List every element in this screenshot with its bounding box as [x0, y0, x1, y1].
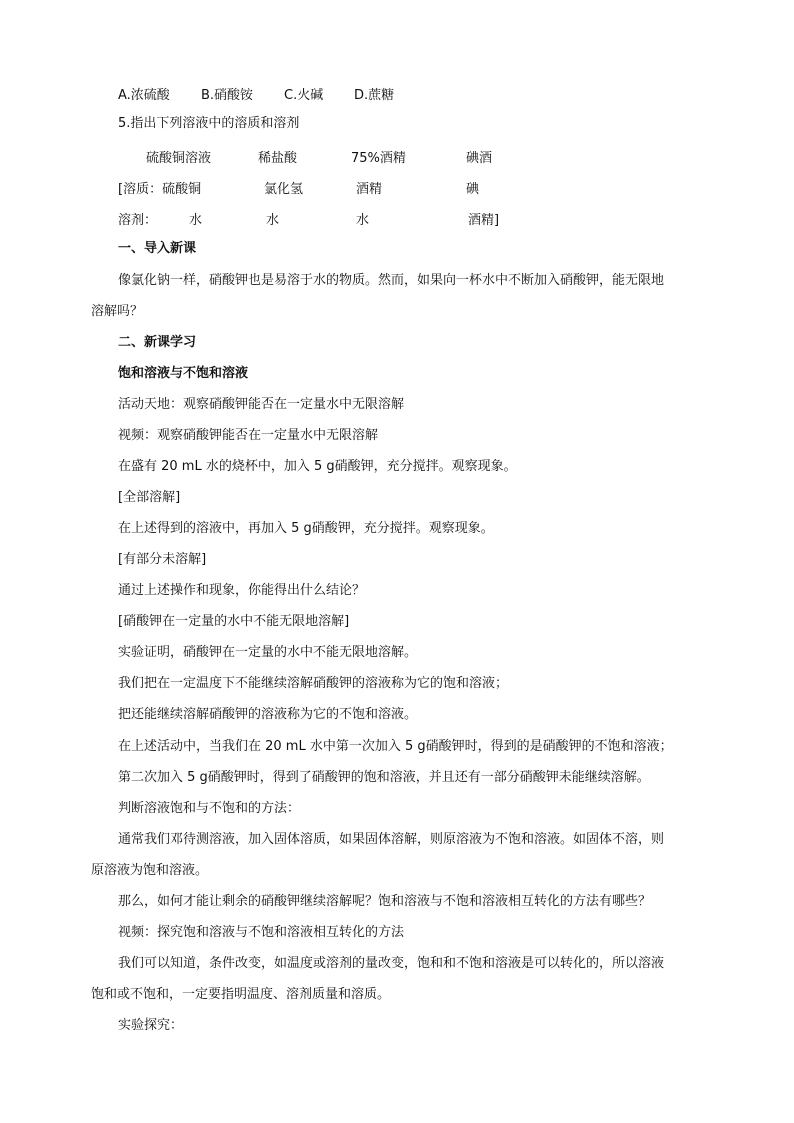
subsection-title: 饱和溶液与不饱和溶液 — [118, 366, 249, 381]
question-5: 5.指出下列溶液中的溶质和溶剂 — [118, 116, 300, 131]
body-line: 视频：观察硝酸钾能否在一定量水中无限溶解 — [118, 428, 379, 443]
section-2-title: 二、新课学习 — [118, 335, 197, 350]
solvent-2: 水 — [266, 213, 280, 228]
body-line: 活动天地：观察硝酸钾能否在一定量水中无限溶解 — [118, 397, 405, 412]
body-line: [硝酸钾在一定量的水中不能无限地溶解] — [118, 614, 350, 629]
body-line: 判断溶液饱和与不饱和的方法： — [118, 801, 301, 816]
body-line: 在上述活动中，当我们在 20 mL 水中第一次加入 5 g硝酸钾时，得到的是硝酸钾的不饱和溶液； — [118, 739, 673, 754]
body-line: 第二次加入 5 g硝酸钾时，得到了硝酸钾的饱和溶液，并且还有一部分硝酸钾未能继续溶解。 — [118, 770, 650, 785]
solution-3: 75%酒精 — [351, 151, 406, 166]
body-line: 原溶液为饱和溶液。 — [91, 863, 209, 878]
solute-3: 酒精 — [356, 182, 383, 197]
body-line: 我们把在一定温度下不能继续溶解硝酸钾的溶液称为它的饱和溶液； — [118, 676, 509, 691]
section-1-para-line1: 像氯化钠一样，硝酸钾也是易溶于水的物质。然而，如果向一杯水中不断加入硝酸钾，能无限地 — [118, 273, 665, 288]
option-a: A.浓硫酸 — [118, 88, 170, 103]
body-line: 通常我们邓待测溶液，加入固体溶质，如果固体溶解，则原溶液为不饱和溶液。如固体不溶，则 — [118, 832, 665, 847]
body-line: 视频：探究饱和溶液与不饱和溶液相互转化的方法 — [118, 925, 405, 940]
body-line: 在盛有 20 mL 水的烧杯中，加入 5 g硝酸钾，充分搅拌。观察现象。 — [118, 459, 517, 474]
solvent-4: 酒精] — [468, 213, 500, 228]
option-d: D.蔗糖 — [354, 88, 395, 103]
option-c: C.火碱 — [284, 88, 324, 103]
solute-4: 碘 — [466, 182, 480, 197]
solvent-label: 溶剂： — [118, 213, 158, 228]
body-line: 把还能继续溶解硝酸钾的溶液称为它的不饱和溶液。 — [118, 707, 418, 722]
body-line: 那么，如何才能让剩余的硝酸钾继续溶解呢？饱和溶液与不饱和溶液相互转化的方法有哪些？ — [118, 894, 652, 909]
body-line: [全部溶解] — [118, 490, 181, 505]
section-1-para-line2: 溶解吗？ — [91, 304, 144, 319]
option-b: B.硝酸铵 — [201, 88, 254, 103]
body-line: [有部分未溶解] — [118, 552, 207, 567]
solvent-1: 水 — [189, 213, 203, 228]
solvent-3: 水 — [356, 213, 370, 228]
solution-1: 硫酸铜溶液 — [146, 151, 212, 166]
body-line: 我们可以知道，条件改变，如温度或溶剂的量改变，饱和和不饱和溶液是可以转化的，所以溶液 — [118, 956, 665, 971]
solution-4: 碘酒 — [466, 151, 493, 166]
body-line: 在上述得到的溶液中，再加入 5 g硝酸钾，充分搅拌。观察现象。 — [118, 521, 494, 536]
body-line: 通过上述操作和现象，你能得出什么结论？ — [118, 583, 366, 598]
solution-2: 稀盐酸 — [258, 151, 298, 166]
body-line: 实验探究： — [118, 1018, 184, 1033]
body-line: 饱和或不饱和，一定要指明温度、溶剂质量和溶质。 — [91, 987, 391, 1002]
solute-1: [溶质：硫酸铜 — [118, 182, 202, 197]
section-1-title: 一、导入新课 — [118, 241, 197, 256]
solute-2: 氯化氢 — [264, 182, 304, 197]
body-line: 实验证明，硝酸钾在一定量的水中不能无限地溶解。 — [118, 645, 418, 660]
